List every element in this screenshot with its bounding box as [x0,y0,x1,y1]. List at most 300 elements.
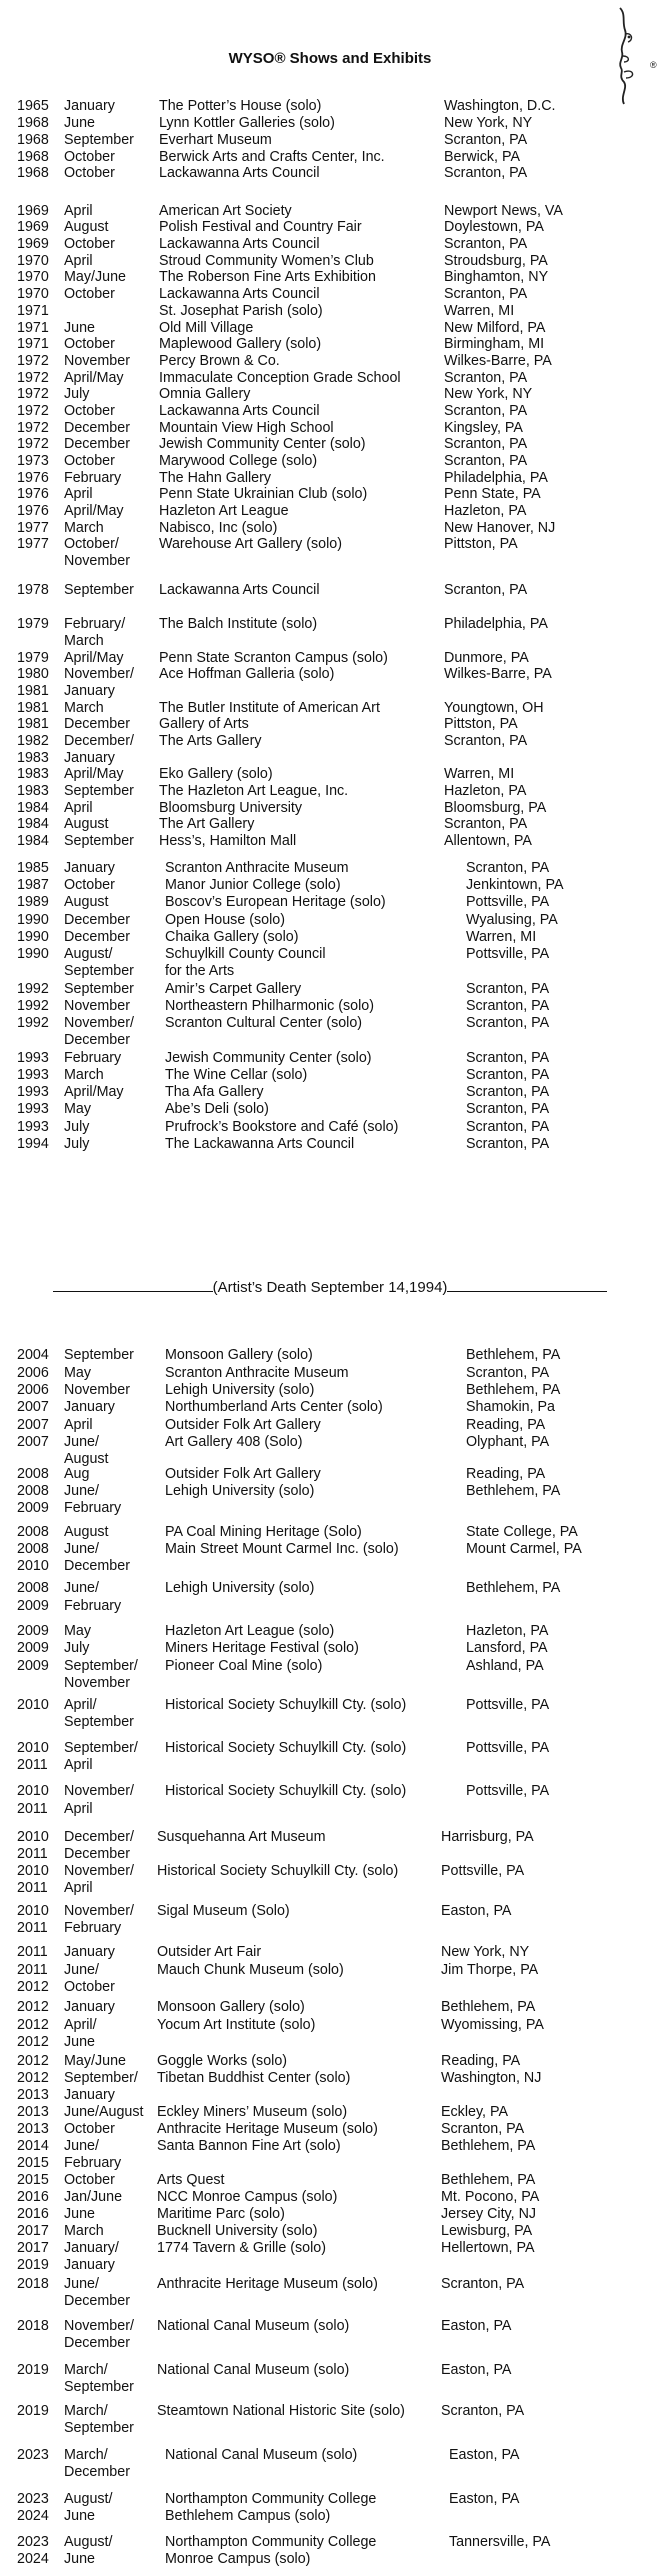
exhibit-year: 1983 [17,750,49,766]
exhibit-row [0,1639,660,1657]
exhibit-row [0,268,660,286]
exhibit-location: Pottsville, PA [466,1740,550,1756]
exhibit-venue: Manor Junior College (solo) [165,877,341,893]
exhibit-location: Scranton, PA [466,981,550,997]
exhibit-location: Penn State, PA [444,486,541,502]
exhibit-row [0,2171,660,2189]
exhibit-location: Wilkes-Barre, PA [444,666,552,682]
exhibit-venue: Historical Society Schuylkill Cty. (solo) [165,1740,407,1756]
exhibit-row [0,114,660,132]
exhibit-venue: Immaculate Conception Grade School [159,370,401,386]
exhibit-location: Olyphant, PA [466,1434,550,1450]
exhibit-venue: National Canal Museum (solo) [157,2362,350,2378]
exhibit-row [0,352,660,370]
exhibit-location: Shamokin, Pa [466,1399,556,1415]
exhibit-month: September [64,132,134,148]
exhibit-year: 1972 [17,420,49,436]
exhibit-row [0,1782,660,1800]
exhibit-venue: Nabisco, Inc (solo) [159,520,278,536]
exhibit-month: January [64,1944,115,1960]
exhibit-month: February/ [64,616,126,632]
exhibit-venue: Warehouse Art Gallery (solo) [159,536,343,552]
exhibit-year: 2009 [17,1640,49,1656]
exhibit-venue: The Hahn Gallery [159,470,272,486]
exhibit-location: Bethlehem, PA [466,1347,561,1363]
exhibit-venue: Penn State Scranton Campus (solo) [159,650,388,666]
exhibit-year: 2011 [17,1757,48,1773]
exhibit-venue: Lehigh University (solo) [165,1580,315,1596]
exhibit-location: Reading, PA [441,2053,521,2069]
exhibit-location: Scranton, PA [444,453,528,469]
exhibit-row [0,2256,660,2274]
exhibit-row [0,1657,660,1675]
exhibit-month: December [64,2464,130,2480]
exhibit-row [0,2378,660,2396]
exhibit-venue: The Balch Institute (solo) [159,616,318,632]
exhibit-row [0,1579,660,1597]
exhibit-row [0,218,660,236]
exhibit-year: 2010 [17,1697,49,1713]
exhibit-year: 1981 [17,700,49,716]
exhibit-row [0,2419,660,2437]
exhibit-row [0,2463,660,2481]
exhibit-row [0,1135,660,1153]
exhibit-year: 1981 [17,683,49,699]
exhibit-location: Bethlehem, PA [441,2172,536,2188]
exhibit-year: 2016 [17,2206,49,2222]
exhibit-year: 1982 [17,733,49,749]
exhibit-month: Aug [64,1466,90,1482]
exhibit-row [0,2402,660,2420]
exhibit-location: Birmingham, MI [444,336,545,352]
exhibit-year: 2017 [17,2223,49,2239]
exhibit-row [0,1465,660,1483]
exhibit-location: Kingsley, PA [444,420,523,436]
exhibit-row [0,1398,660,1416]
exhibit-venue: Lackawanna Arts Council [159,403,320,419]
exhibit-row [0,1739,660,1757]
exhibit-month: November/ [64,666,134,682]
exhibit-year: 2014 [17,2138,49,2154]
exhibit-venue: Marywood College (solo) [159,453,318,469]
exhibit-month: November [64,1675,130,1691]
exhibit-month: January [64,2087,115,2103]
exhibit-month: April/May [64,1084,124,1100]
exhibit-year: 2011 [17,1944,48,1960]
exhibit-location: Tannersville, PA [449,2534,551,2550]
exhibit-location: Scranton, PA [466,1015,550,1031]
exhibit-year: 1980 [17,666,49,682]
exhibit-month: June [64,2034,96,2050]
exhibit-venue: Historical Society Schuylkill Cty. (solo) [165,1783,407,1799]
exhibit-row [0,2533,660,2551]
exhibit-row [0,1902,660,1920]
exhibit-year: 2008 [17,1483,49,1499]
exhibit-year: 1984 [17,816,49,832]
exhibit-location: Harrisburg, PA [441,1829,534,1845]
exhibit-location: Pittston, PA [444,716,518,732]
exhibit-year: 2009 [17,1658,49,1674]
exhibit-month: April [64,1757,93,1773]
exhibit-location: New York, NY [444,386,533,402]
exhibit-venue: Scranton Anthracite Museum [165,1365,349,1381]
exhibit-year: 2012 [17,1979,49,1995]
exhibit-venue: Lackawanna Arts Council [159,236,320,252]
exhibit-location: Easton, PA [449,2491,520,2507]
exhibit-venue: Main Street Mount Carmel Inc. (solo) [165,1541,399,1557]
exhibit-row [0,911,660,929]
exhibit-location: New Milford, PA [444,320,546,336]
exhibit-row [0,1364,660,1382]
exhibit-year: 1968 [17,132,49,148]
exhibit-venue: Percy Brown & Co. [159,353,280,369]
exhibit-month: June/ [64,1541,99,1557]
exhibit-row [0,2292,660,2310]
exhibit-venue: Hazleton Art League (solo) [165,1623,335,1639]
exhibit-month: March/ [64,2403,108,2419]
exhibit-month: August [64,219,109,235]
exhibit-location: Reading, PA [466,1417,546,1433]
exhibit-location: Washington, NJ [441,2070,542,2086]
exhibit-row [0,402,660,420]
exhibit-location: Dunmore, PA [444,650,529,666]
exhibit-row [0,1540,660,1558]
exhibit-year: 1970 [17,286,49,302]
exhibit-row [0,980,660,998]
exhibit-venue: Amir’s Carpet Gallery [165,981,302,997]
exhibit-year: 2017 [17,2240,49,2256]
exhibit-row [0,1597,660,1615]
exhibit-year: 1969 [17,236,49,252]
exhibit-month: November [64,1382,130,1398]
exhibit-month: April [64,1801,93,1817]
exhibit-venue: Northeastern Philharmonic (solo) [165,998,374,1014]
exhibit-month: November/ [64,1783,134,1799]
exhibit-month: October [64,236,115,252]
exhibit-row [0,1083,660,1101]
exhibit-location: Pottsville, PA [466,1697,550,1713]
exhibit-row [0,1523,660,1541]
exhibit-year: 2010 [17,1903,49,1919]
exhibit-row [0,2120,660,2138]
exhibit-month: January [64,98,115,114]
exhibit-venue: The Wine Cellar (solo) [165,1067,308,1083]
exhibit-location: Easton, PA [441,1903,512,1919]
exhibit-location: Reading, PA [466,1466,546,1482]
exhibit-row [0,2550,660,2568]
exhibit-row [0,581,660,599]
exhibit-venue: Prufrock’s Bookstore and Café (solo) [165,1119,399,1135]
exhibit-year: 1968 [17,149,49,165]
exhibit-month: September [64,833,134,849]
exhibit-row [0,452,660,470]
exhibit-month: March/ [64,2362,108,2378]
exhibit-location: New York, NY [441,1944,530,1960]
exhibit-month: April [64,203,93,219]
exhibit-venue: Gallery of Arts [159,716,249,732]
exhibit-year: 1983 [17,783,49,799]
exhibit-venue: Penn State Ukrainian Club (solo) [159,486,368,502]
exhibit-year: 2004 [17,1347,49,1363]
exhibit-year: 1972 [17,436,49,452]
exhibit-month: September [64,783,134,799]
exhibit-location: Scranton, PA [466,1084,550,1100]
exhibit-month: December [64,1846,130,1862]
exhibit-venue: St. Josephat Parish (solo) [159,303,323,319]
exhibit-location: Easton, PA [441,2318,512,2334]
exhibit-row [0,2154,660,2172]
exhibit-venue: The Butler Institute of American Art [159,700,380,716]
exhibit-venue: Old Mill Village [159,320,254,336]
exhibit-month: April [64,1417,93,1433]
exhibit-row [0,1014,660,1032]
exhibit-row [0,1845,660,1863]
exhibit-row [0,1961,660,1979]
exhibit-month: May [64,1101,92,1117]
exhibit-row [0,535,660,553]
exhibit-year: 2010 [17,1558,49,1574]
exhibit-month: September [64,2420,134,2436]
exhibit-year: 2011 [17,1846,48,1862]
exhibit-month: August/ [64,2491,113,2507]
exhibit-location: Bethlehem, PA [441,2138,536,2154]
exhibit-year: 2024 [17,2551,49,2567]
exhibit-year: 2010 [17,1863,49,1879]
exhibit-row [0,1499,660,1517]
exhibit-month: February [64,470,122,486]
exhibit-row [0,928,660,946]
exhibit-location: Pottsville, PA [466,894,550,910]
exhibit-location: Bethlehem, PA [466,1580,561,1596]
exhibit-venue: Anthracite Heritage Museum (solo) [157,2121,378,2137]
exhibit-location: Jersey City, NJ [441,2206,537,2222]
exhibit-row [0,782,660,800]
exhibit-month: March [64,1067,104,1083]
exhibit-month: December/ [64,1829,134,1845]
exhibit-year: 1993 [17,1101,49,1117]
exhibit-location: Lansford, PA [466,1640,548,1656]
exhibit-row [0,2086,660,2104]
exhibit-year: 2019 [17,2403,49,2419]
registered-mark: ® [650,60,657,70]
exhibit-month: December/ [64,733,134,749]
exhibit-venue: Art Gallery 408 (Solo) [165,1434,303,1450]
exhibit-month: September/ [64,2070,138,2086]
exhibit-venue: Abe’s Deli (solo) [165,1101,269,1117]
exhibit-month: June [64,320,96,336]
death-note: (Artist’s Death September 14,1994) [212,1279,448,1296]
exhibit-venue: Anthracite Heritage Museum (solo) [157,2276,378,2292]
exhibit-location: Scranton, PA [466,1365,550,1381]
exhibit-month: March [64,700,104,716]
exhibit-row [0,2137,660,2155]
exhibit-year: 2008 [17,1466,49,1482]
exhibit-row [0,2334,660,2352]
exhibit-year: 2012 [17,1999,49,2015]
exhibit-month: October/ [64,536,119,552]
exhibit-venue: Chaika Gallery (solo) [165,929,299,945]
exhibit-month: January/ [64,2240,119,2256]
exhibit-year: 1992 [17,1015,49,1031]
exhibit-location: Philadelphia, PA [444,616,548,632]
right-rule [447,1276,607,1292]
exhibit-venue: The Potter’s House (solo) [159,98,322,114]
exhibit-month: April/May [64,370,124,386]
exhibit-month: March [64,2223,104,2239]
exhibit-venue: Monsoon Gallery (solo) [157,1999,305,2015]
exhibit-venue: National Canal Museum (solo) [157,2318,350,2334]
exhibit-row [0,302,660,320]
exhibit-year: 1994 [17,1136,49,1152]
exhibit-location: Scranton, PA [444,582,528,598]
exhibit-venue: Jewish Community Center (solo) [165,1050,372,1066]
exhibit-location: Mt. Pocono, PA [441,2189,540,2205]
exhibit-year: 1972 [17,353,49,369]
exhibit-row [0,1346,660,1364]
exhibit-year: 2015 [17,2155,49,2171]
exhibit-month: June/ [64,1483,99,1499]
exhibit-month: September [64,1347,134,1363]
exhibit-month: September/ [64,1740,138,1756]
exhibit-month: September [64,2379,134,2395]
exhibit-row [0,1696,660,1714]
exhibit-month: January [64,683,115,699]
exhibit-row [0,1049,660,1067]
exhibit-year: 1977 [17,520,49,536]
exhibit-year: 2006 [17,1365,49,1381]
exhibit-year: 1973 [17,453,49,469]
exhibit-location: Warren, MI [466,929,537,945]
exhibit-venue: Scranton Anthracite Museum [165,860,349,876]
exhibit-venue: Historical Society Schuylkill Cty. (solo) [165,1697,407,1713]
exhibit-row [0,2361,660,2379]
exhibit-month: October [64,336,115,352]
exhibit-venue: The Art Gallery [159,816,255,832]
exhibit-location: Scranton, PA [444,403,528,419]
exhibit-month: May/June [64,269,126,285]
exhibit-month: October [64,149,115,165]
exhibit-month: February [64,1500,122,1516]
exhibit-venue: American Art Society [159,203,292,219]
exhibit-location: State College, PA [466,1524,578,1540]
exhibit-row [0,2188,660,2206]
exhibit-year: 1972 [17,386,49,402]
exhibit-month: March/ [64,2447,108,2463]
exhibit-month: September [64,981,134,997]
exhibit-location: Scranton, PA [444,436,528,452]
exhibit-month: December [64,929,130,945]
exhibit-row [0,1622,660,1640]
exhibit-venue: Susquehanna Art Museum [157,1829,326,1845]
exhibit-month: May [64,1623,92,1639]
exhibit-row [0,1118,660,1136]
exhibit-year: 1971 [17,336,49,352]
exhibit-row [0,615,660,633]
exhibit-venue: Open House (solo) [165,912,285,928]
exhibit-month: April/ [64,2017,97,2033]
exhibit-month: October [64,453,115,469]
exhibit-location: Scranton, PA [441,2121,525,2137]
exhibit-year: 1993 [17,1067,49,1083]
exhibit-month: May/June [64,2053,126,2069]
exhibit-year: 1971 [17,303,49,319]
exhibit-month: July [64,1119,90,1135]
exhibit-row [0,876,660,894]
exhibit-year: 2019 [17,2257,49,2273]
exhibit-location: Bethlehem, PA [466,1382,561,1398]
exhibit-month: November/ [64,2318,134,2334]
exhibit-year: 2008 [17,1580,49,1596]
exhibit-month: January [64,860,115,876]
exhibit-location: Jim Thorpe, PA [441,1962,539,1978]
exhibit-row [0,1919,660,1937]
exhibit-row [0,97,660,115]
exhibit-venue: National Canal Museum (solo) [165,2447,358,2463]
exhibit-row [0,1943,660,1961]
exhibit-month: May [64,1365,92,1381]
exhibit-month: April/May [64,503,124,519]
exhibit-row [0,732,660,750]
exhibit-row [0,2205,660,2223]
exhibit-year: 1990 [17,912,49,928]
exhibit-month: June/August [64,2104,144,2120]
exhibit-venue: Northumberland Arts Center (solo) [165,1399,383,1415]
exhibit-venue: Miners Heritage Festival (solo) [165,1640,359,1656]
exhibit-venue: Maplewood Gallery (solo) [159,336,322,352]
exhibit-year: 1970 [17,269,49,285]
exhibit-venue: Tha Afa Gallery [165,1084,264,1100]
exhibit-row [0,2052,660,2070]
exhibit-row [0,435,660,453]
exhibit-year: 1985 [17,860,49,876]
exhibit-row [0,2103,660,2121]
exhibit-year: 2015 [17,2172,49,2188]
exhibit-row [0,1416,660,1434]
exhibit-row [0,682,660,700]
exhibit-row [0,962,660,980]
exhibit-location: Pottsville, PA [466,946,550,962]
exhibit-location: Washington, D.C. [444,98,556,114]
exhibit-venue: Lackawanna Arts Council [159,286,320,302]
exhibit-month: February [64,1598,122,1614]
exhibit-year: 1989 [17,894,49,910]
exhibit-row [0,2446,660,2464]
exhibit-row [0,893,660,911]
exhibit-venue: Northampton Community College [165,2534,377,2550]
exhibit-year: 2006 [17,1382,49,1398]
exhibit-location: Jenkintown, PA [466,877,564,893]
exhibit-location: Hazleton, PA [444,503,527,519]
exhibit-row [0,2507,660,2525]
exhibit-venue: Berwick Arts and Crafts Center, Inc. [159,149,385,165]
exhibit-location: Scranton, PA [441,2276,525,2292]
exhibit-year: 2011 [17,1962,48,1978]
exhibit-location: Ashland, PA [466,1658,544,1674]
exhibit-row [0,2016,660,2034]
exhibit-venue: Everhart Museum [159,132,272,148]
exhibit-row [0,1828,660,1846]
exhibit-location: Scranton, PA [466,860,550,876]
exhibit-year: 1983 [17,766,49,782]
exhibit-month: November [64,353,130,369]
exhibit-location: Easton, PA [441,2362,512,2378]
exhibit-venue: Ace Hoffman Galleria (solo) [159,666,335,682]
exhibit-month: September [64,582,134,598]
exhibit-row [0,1862,660,1880]
exhibit-location: Newport News, VA [444,203,563,219]
death-note-line [0,1276,660,1296]
exhibit-venue: The Arts Gallery [159,733,262,749]
